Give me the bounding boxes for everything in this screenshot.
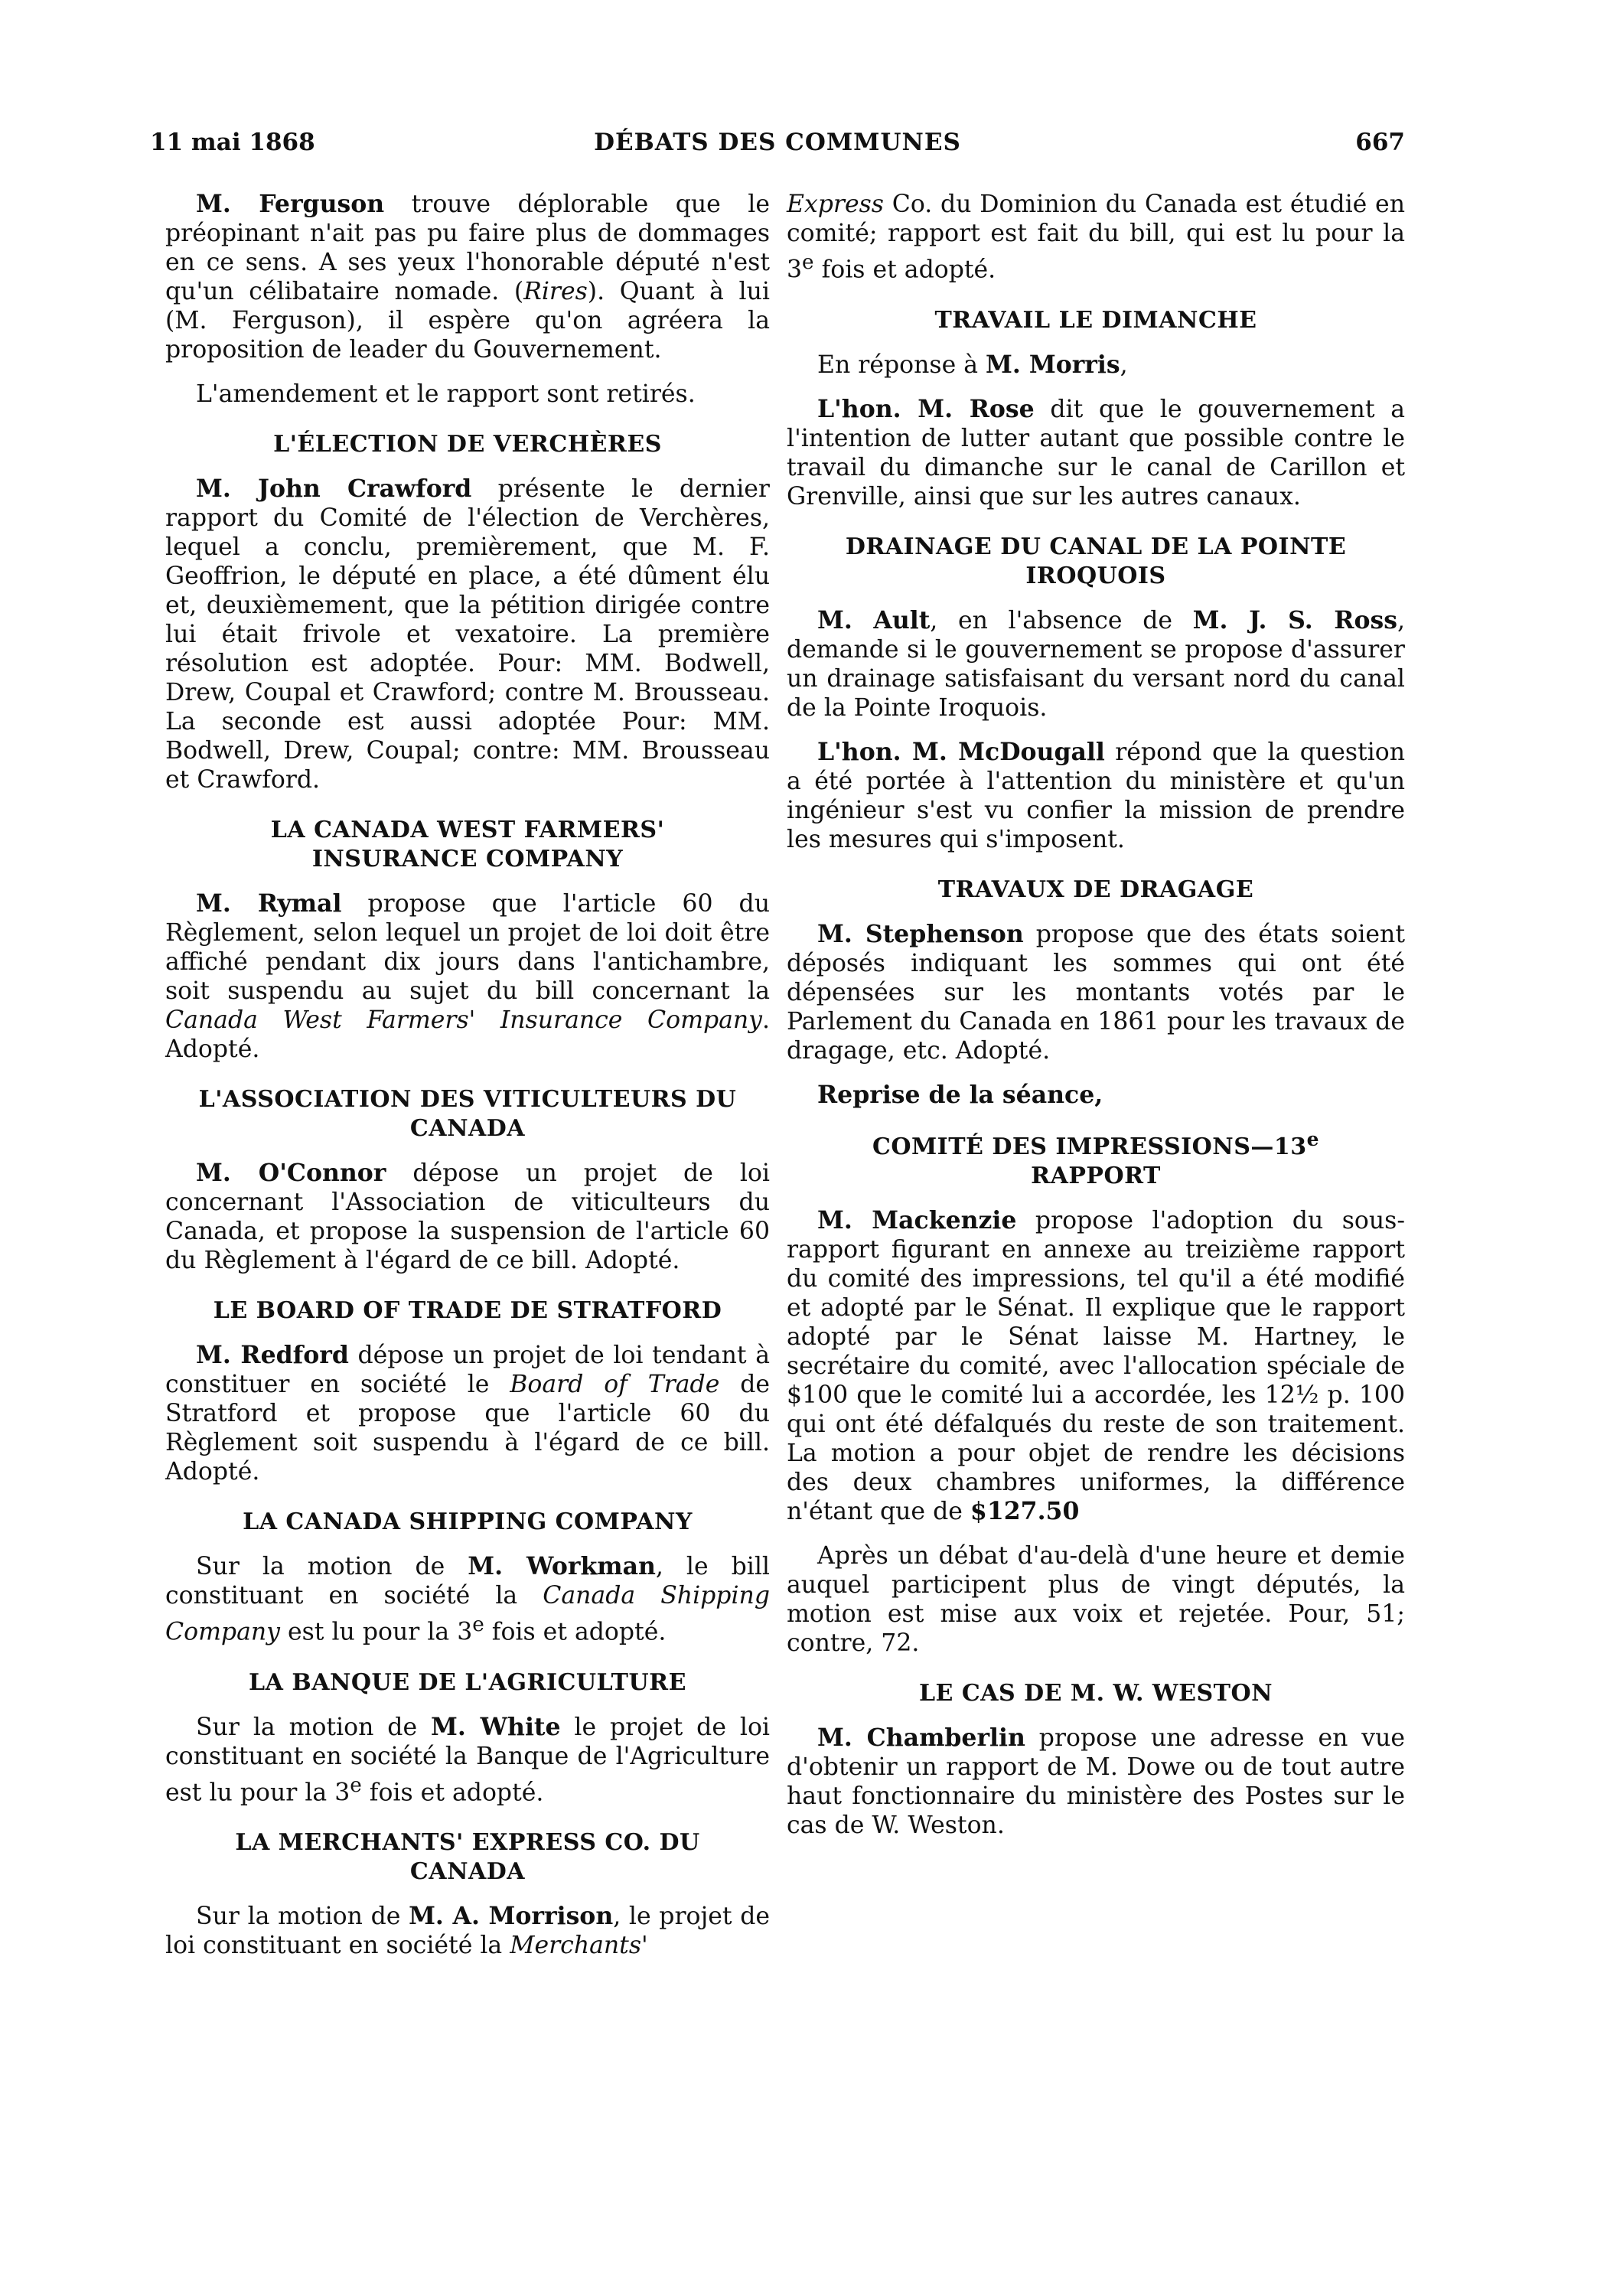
section-heading: L'ÉLECTION DE VERCHÈRES	[273, 431, 662, 458]
speaker-name: M. Mackenzie	[817, 1205, 1017, 1234]
speaker-name: L'hon. M. Rose	[817, 394, 1035, 423]
paragraph: Après un débat d'au-delà d'une heure et demie auquel participent plus de vingt députés, la motion est mise aux voix et rejetée. Pour, 51; contre, 72.	[787, 1541, 1405, 1657]
speaker-name: M. John Crawford	[196, 475, 472, 503]
paragraph: M. Mackenzie propose l'adoption du sous-rapport figurant en annexe au treizième rapport du comité des impressions, tel qu'il a été modifié et adopté par le Sénat. Il explique que le rapport adopté par le Sénat laisse M. Hartney, le secrétaire du comité, avec l'allocation spéciale de $100 que le comité lui a accordée, les 12½ p. 100 qui ont été défalqués du reste de son traitement. La motion a pour objet de rendre les décisions des deux chambres uniformes, la différence n'étant que de $127.50	[787, 1205, 1405, 1525]
section-heading: L'ASSOCIATION DES VITICULTEURS DU CANADA	[198, 1086, 737, 1142]
paragraph: M. Rymal propose que l'article 60 du Règlement, selon lequel un projet de loi doit être affiché pendant dix jours dans l'antichambre, soit suspendu au sujet du bill concernant la Canada West Farmers' Insurance Company. Adopté.	[165, 889, 770, 1063]
section-heading: LA BANQUE DE L'AGRICULTURE	[249, 1668, 686, 1696]
running-header	[150, 129, 1405, 167]
paragraph: M. Stephenson propose que des états soient déposés indiquant les sommes qui ont été dépensées sur les montants votés par le Parlement du Canada en 1861 pour les travaux de dragage, etc. Adopté.	[787, 919, 1405, 1065]
speaker-name: M. Ferguson	[196, 190, 385, 218]
section-heading: LA CANADA SHIPPING COMPANY	[243, 1508, 693, 1535]
paragraph: M. Ault, en l'absence de M. J. S. Ross, demande si le gouvernement se propose d'assurer un drainage satisfaisant du versant nord du canal de la Pointe Iroquois.	[787, 605, 1405, 722]
paragraph: Sur la motion de M. Workman, le bill constituant en société la Canada Shipping Company est lu pour la 3e fois et adopté.	[165, 1552, 770, 1646]
paragraph: L'hon. M. Rose dit que le gouvernement a l'intention de lutter autant que possible contre le travail du dimanche sur le canal de Carillon et Grenville, ainsi que sur les autres canaux.	[787, 394, 1405, 510]
speaker-name: M. Redford	[196, 1341, 349, 1369]
speaker-name: M. A. Morrison	[409, 1902, 614, 1930]
paragraph: L'amendement et le rapport sont retirés.	[196, 380, 696, 408]
paragraph: M. Chamberlin propose une adresse en vue d'obtenir un rapport de M. Dowe ou de tout autre haut fonctionnaire du ministère des Postes sur le cas de W. Weston.	[787, 1723, 1405, 1839]
section-heading: LE CAS DE M. W. WESTON	[918, 1679, 1273, 1707]
header-title: DÉBATS DES COMMUNES	[594, 129, 961, 156]
speaker-name: M. Chamberlin	[817, 1723, 1025, 1752]
speaker-name: M. O'Connor	[196, 1159, 386, 1187]
speaker-name: M. Stephenson	[817, 919, 1024, 948]
right-column	[787, 190, 1405, 1855]
section-heading: LA CANADA WEST FARMERS' INSURANCE COMPANY	[270, 817, 665, 872]
page-number: 667	[1355, 129, 1405, 156]
paragraph: Express Co. du Dominion du Canada est étudié en comité; rapport est fait du bill, qui est lu pour la 3e fois et adopté.	[787, 191, 1405, 284]
paragraph: M. Redford dépose un projet de loi tendant à constituer en société le Board of Trade de Stratford et propose que l'article 60 du Règlement soit suspendu à l'égard de ce bill. Adopté.	[165, 1341, 771, 1486]
speaker-name: L'hon. M. McDougall	[817, 737, 1105, 766]
paragraph: Sur la motion de M. A. Morrison, le projet de loi constituant en société la Merchants'	[165, 1902, 771, 1959]
section-heading: TRAVAUX DE DRAGAGE	[937, 876, 1254, 903]
header-date: 11 mai 1868	[150, 129, 315, 156]
paragraph: M. John Crawford présente le dernier rapport du Comité de l'élection de Verchères, lequel a conclu, premièrement, que M. F. Geoffrion, le député en place, a été dûment élu et, deuxièmement, que la pétition dirigée contre lui était frivole et vexatoire. La première résolution est adoptée. Pour: MM. Bodwell, Drew, Coupal et Crawford; contre M. Brousseau. La seconde est aussi adoptée Pour: MM. Bodwell, Drew, Coupal; contre: MM. Brousseau et Crawford.	[165, 475, 770, 794]
section-heading: LA MERCHANTS' EXPRESS CO. DU CANADA	[235, 1829, 700, 1885]
left-column	[165, 190, 770, 1975]
paragraph: En réponse à M. Morris,	[817, 350, 1128, 379]
section-heading: LE BOARD OF TRADE DE STRATFORD	[213, 1297, 722, 1324]
speaker-name: M. Morris	[986, 350, 1120, 379]
sitting-resumed: Reprise de la séance,	[817, 1080, 1103, 1109]
paragraph: Sur la motion de M. White le projet de loi constituant en société la Banque de l'Agriculture est lu pour la 3e fois et adopté.	[165, 1712, 770, 1806]
speaker-name: M. Ault	[817, 605, 931, 634]
speaker-name: M. Workman	[468, 1552, 656, 1580]
section-heading: TRAVAIL LE DIMANCHE	[934, 306, 1257, 334]
speaker-name: M. J. S. Ross	[1192, 605, 1397, 634]
section-heading: DRAINAGE DU CANAL DE LA POINTE IROQUOIS	[845, 533, 1347, 589]
speaker-name: M. White	[430, 1712, 561, 1741]
speaker-name: M. Rymal	[196, 889, 342, 918]
section-heading: COMITÉ DES IMPRESSIONS—13e RAPPORT	[872, 1127, 1320, 1189]
paragraph: L'hon. M. McDougall répond que la question a été portée à l'attention du ministère et qu'un ingénieur s'est vu confier la mission de prendre les mesures qui s'imposent.	[787, 737, 1405, 853]
paragraph: M. O'Connor dépose un projet de loi concernant l'Association de viticulteurs du Canada, et propose la suspension de l'article 60 du Règlement à l'égard de ce bill. Adopté.	[165, 1159, 770, 1274]
paragraph: M. Ferguson trouve déplorable que le préopinant n'ait pas pu faire plus de dommages en ce sens. A ses yeux l'honorable député n'est qu'un célibataire nomade. (Rires). Quant à lui (M. Ferguson), il espère qu'on agréera la proposition de leader du Gouvernement.	[165, 190, 770, 364]
